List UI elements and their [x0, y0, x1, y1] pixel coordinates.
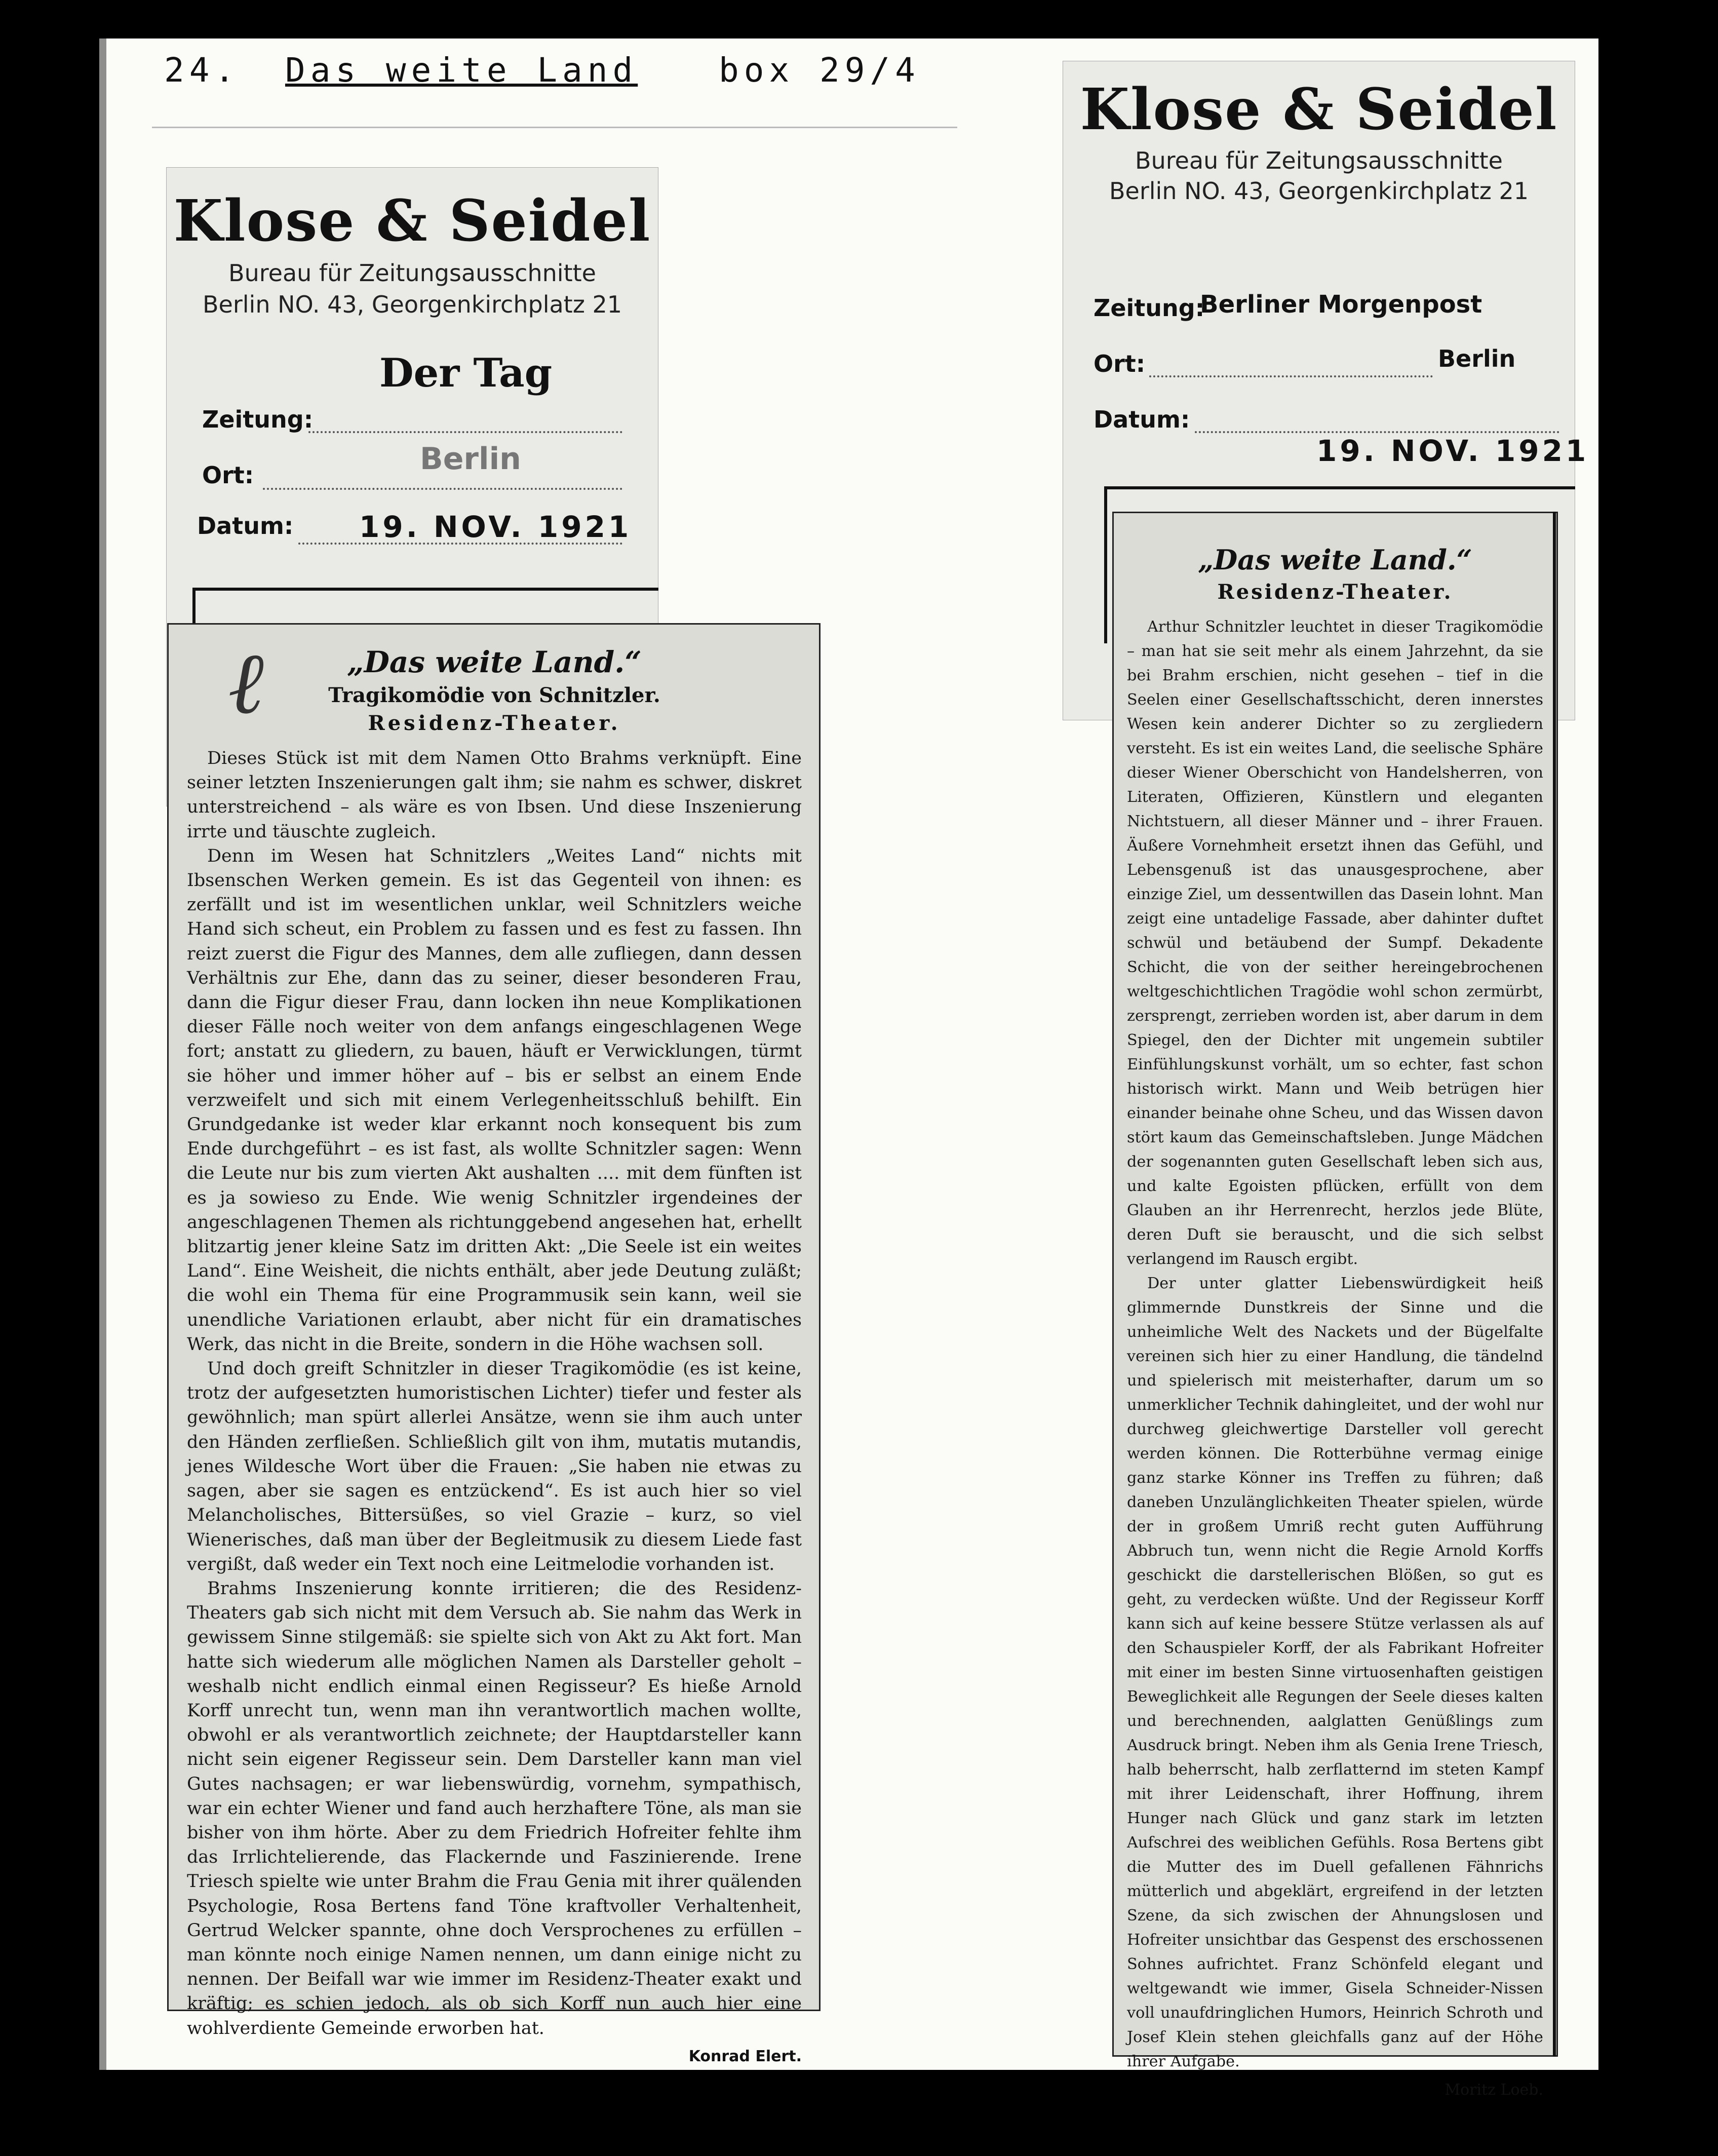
paragraph: Brahms Inszenierung konnte irritieren; die des Residenz-Theaters gab sich nicht mit dem Versuch ab. Sie nahm das Werk in gewissem Sinne stilgemäß: sie spielte sich von Akt zu Akt fort. Man hatte sich wiederum alle möglichen Namen als Darsteller geholt – weshalb nicht endlich einmal einen Regisseur? Es hieße Arnold Korff unrecht tun, wenn man ihn verantwortlich machen wollte, obwohl er als verantwortlich zeichnete; der Hauptdarsteller kann nicht sein eigener Regisseur sein. Dem Darsteller kann man viel Gutes nachsagen; er war liebenswürdig, vornehm, sympathisch, war ein echter Wiener und fand auch herzhaftere Töne, als man sie bisher von ihm hörte. Aber zu dem Friedrich Hofreiter fehlte ihm das Irrlichtelierende, das Flackernde und Faszinierende. Irene Triesch spielte wie unter Brahm die Frau Genia mit ihrer quälenden Psychologie, Rosa Bertens fand Töne kraftvoller Verhaltenheit, Gertrud Welcker spannte, ohne doch Versprochenes zu erfüllen – man könnte noch einige Namen nennen, um dann einige nicht zu nennen. Der Beifall war wie immer im Residenz-Theater exakt und kräftig; es schien jedoch, als ob sich Korff nun auch hier eine wohlverdiente Gemeinde erworben hat.	[187, 1578, 802, 2038]
header-box: box 29/4	[719, 51, 920, 90]
bureau-line: Bureau für Zeitungsausschnitte	[228, 259, 596, 287]
clipping-subtitle: Tragikomödie von Schnitzler.	[328, 683, 660, 707]
ort-dots	[263, 488, 622, 490]
firm-name: Klose & Seidel	[173, 188, 651, 254]
zeitung-label: Zeitung:	[1094, 294, 1205, 322]
ort-label: Ort:	[202, 461, 254, 489]
datum-label: Datum:	[197, 512, 294, 540]
datum-value: 19. NOV. 1921	[1316, 434, 1589, 468]
datum-dots	[298, 543, 622, 545]
ort-label: Ort:	[1094, 350, 1146, 377]
clip-border-top	[192, 588, 658, 591]
paragraph: Dieses Stück ist mit dem Namen Otto Brahms verknüpft. Eine seiner letzten Inszenierungen galt ihm; sie nahm es schwer, diskret unterstreichend – als wäre es von Ibsen. Und diese Inszenierung irrte und täuschte zugleich.	[187, 748, 802, 842]
archive-header	[164, 51, 920, 90]
firm-name: Klose & Seidel	[1080, 76, 1558, 143]
clipping-title: „Das weite Land.“	[1198, 544, 1472, 576]
header-rule	[152, 127, 957, 128]
clipping-venue: Residenz-Theater.	[1217, 580, 1453, 604]
clip-border-left	[1104, 486, 1107, 643]
address-line: Berlin NO. 43, Georgenkirchplatz 21	[203, 291, 622, 318]
clipping-body	[187, 746, 802, 2040]
clipping-body	[1127, 615, 1543, 2074]
datum-label: Datum:	[1094, 406, 1190, 433]
clip-border-top	[1104, 486, 1575, 489]
zeitung-value: Der Tag	[379, 350, 553, 396]
paragraph: Denn im Wesen hat Schnitzlers „Weites Land“ nichts mit Ibsenschen Werken gemein. Es ist das Gegenteil von ihnen: es zerfällt und ist im wesentlichen unklar, weil Schnitzlers weiche Hand sich scheut, ein Problem zu fassen und es fest zu fassen. Ihn reizt zuerst die Figur des Mannes, dem alle zufliegen, dann dessen Verhältnis zur Ehe, dann das zu seiner, dieser besonderen Frau, dann die Figur dieser Frau, dann locken ihn neue Komplikationen dieser Fälle noch weiter von dem anfangs eingeschlagenen Wege fort; anstatt zu gliedern, zu bauen, häuft er Verwicklungen, türmt sie höher und immer höher auf – bis er selbst an einem Ende verzweifelt und sich mit einem Verlegenheitsschluß behilft. Ein Grundgedanke ist weder klar erkannt noch konsequent bis zum Ende durchgeführt – es ist fast, als wollte Schnitzler sagen: Wenn die Leute nur bis zum vierten Akt aushalten .... mit dem fünften ist es ja sowieso zu Ende. Wie wenig Schnitzler irgendeines der angeschlagenen Themen als richtunggebend angesehen hat, erhellt blitzartig jener kleine Satz im dritten Akt: „Die Seele ist ein weites Land“. Eine Weisheit, die nichts enthält, aber jede Deutung zuläßt; die wohl ein Thema für eine Programmusik sein kann, weil sie unendliche Variationen erlaubt, aber nicht für ein dramatisches Werk, das nicht in die Breite, sondern in die Höhe wachsen soll.	[187, 845, 802, 1355]
clip-edge-right	[1553, 512, 1556, 2057]
paragraph: Arthur Schnitzler leuchtet in dieser Tragikomödie – man hat sie seit mehr als einem Jahrzehnt, da sie bei Brahm erschien, nicht gesehen – tief in die Seelen einer Gesellschaftsschicht, deren innerstes Wesen kein anderer Dichter so zu zergliedern versteht. Es ist ein weites Land, die seelische Sphäre dieser Wiener Oberschicht von Handelsherren, von Literaten, Offizieren, Künstlern und eleganten Nichtstuern, all dieser Männer und – ihrer Frauen. Äußere Vornehmheit ersetzt ihnen das Gefühl, und Lebensgenuß ist das unausgesprochene, aber einzige Ziel, um dessentwillen das Dasein lohnt. Man zeigt eine untadelige Fassade, aber dahinter duftet schwül und betäubend der Sumpf. Dekadente Schicht, die von der seither hereingebrochenen weltgeschichtlichen Tragödie wohl schon zermürbt, zersprengt, zerrieben worden ist, aber darum in dem Spiegel, den der Dichter mit ungemein subtiler Einfühlungskunst vorhält, um so echter, fast schon historisch wirkt. Mann und Weib betrügen hier einander beinahe ohne Scheu, und das Wissen davon stört kaum das Gemeinschaftsleben. Junge Mädchen der sogenannten guten Gesellschaft leben sich aus, und kalte Egoisten pflücken, erfüllt von dem Glauben an ihr Herrenrecht, herzlos jede Blüte, deren Duft sie berauscht, und die sich selbst verlangend im Rausch ergibt.	[1127, 618, 1543, 1268]
pencil-mark: ℓ	[228, 633, 264, 734]
bureau-line: Bureau für Zeitungsausschnitte	[1135, 147, 1503, 174]
left-clipping	[167, 623, 821, 2065]
right-clipping	[1112, 512, 1558, 2099]
datum-dots	[1195, 431, 1559, 433]
address-line: Berlin NO. 43, Georgenkirchplatz 21	[1109, 177, 1529, 205]
zeitung-value: Berliner Morgenpost	[1200, 290, 1482, 319]
header-title: Das weite Land	[285, 51, 638, 90]
zeitung-label: Zeitung:	[202, 406, 314, 433]
paragraph: Der unter glatter Liebenswürdigkeit heiß glimmernde Dunstkreis der Sinne und die unheimliche Welt des Nackets und der Bügelfalte vereinen sich hier zu einer Handlung, die tändelnd und spielerisch mit meisterhafter, darum um so unmerklicher Technik dahingleitet, und der wohl nur durchweg gleichwertige Darsteller voll gerecht werden können. Die Rotterbühne vermag einige ganz starke Könner ins Treffen zu führen; daß daneben Unzulänglichkeiten Theater spielen, würde der in großem Umriß recht guten Aufführung Abbruch tun, wenn nicht die Regie Arnold Korffs geschickt die darstellerischen Blößen, so gut es geht, zu verdecken wüßte. Und der Regisseur Korff kann sich auf keine bessere Stütze verlassen als auf den Schauspieler Korff, der als Fabrikant Hofreiter mit einer im besten Sinne virtuosenhaften geistigen Beweglichkeit alle Regungen der Seele dieses kalten und berechnenden, aalglatten Genüßlings zum Ausdruck bringt. Neben ihm als Genia Irene Triesch, halb beherrscht, halb zerflatternd im steten Kampf mit ihrer Leidenschaft, ihrer Hoffnung, ihrem Hunger nach Glück und ganz stark im letzten Aufschrei des weiblichen Gefühls. Rosa Bertens gibt die Mutter des im Duell gefallenen Fähnrichs mütterlich und abgeklärt, ergreifend in der letzten Szene, da sich zwischen der Ahnungslosen und Hofreiter unsichtbar das Gespenst des erschossenen Sohnes aufrichtet. Franz Schönfeld elegant und weltgewandt wie immer, Gisela Schneider-Nissen voll unaufdringlichen Humors, Heinrich Schroth und Josef Klein stehen gleichfalls ganz auf der Höhe ihrer Aufgabe.	[1127, 1275, 1543, 2070]
ort-value: Berlin	[1438, 345, 1516, 372]
zeitung-dots	[308, 431, 622, 433]
clipping-venue: Residenz-Theater.	[368, 711, 621, 735]
datum-value: 19. NOV. 1921	[359, 510, 632, 544]
sheet-edge	[99, 38, 106, 2070]
clipping-title: „Das weite Land.“	[347, 645, 642, 679]
clipping-signature: Konrad Elert.	[688, 2047, 802, 2065]
ort-value: Berlin	[420, 441, 521, 477]
ort-dots	[1149, 375, 1433, 377]
header-number: 24.	[164, 51, 240, 90]
paragraph: Und doch greift Schnitzler in dieser Tragikomödie (es ist keine, trotz der aufgesetzten humoristischen Lichter) tiefer und fester als gewöhnlich; man spürt allerlei Ansätze, wenn sie ihm auch unter den Händen zerfließen. Schließlich gilt von ihm, mutatis mutandis, jenes Wildesche Wort über die Frauen: „Sie haben nie etwas zu sagen, aber sie sagen es entzückend“. Es ist auch hier so viel Melancholisches, Bittersüßes, so viel Grazie – kurz, so viel Wienerisches, daß man über der Begleitmusik zu diesem Liede fast vergißt, daß weder ein Text noch eine Leitmelodie vorhanden ist.	[187, 1359, 802, 1574]
clipping-signature: Moritz Loeb.	[1444, 2081, 1543, 2099]
